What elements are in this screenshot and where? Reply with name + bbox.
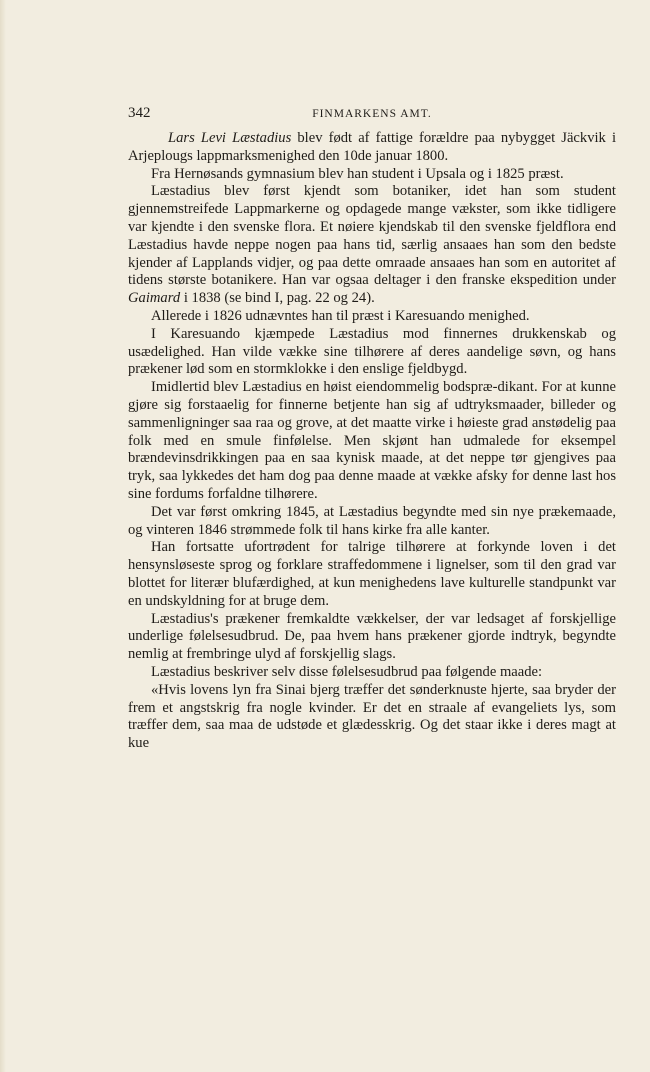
paragraph-5: I Karesuando kjæmpede Læstadius mod finnernes drukkenskab og usædelighed. Han vilde vække sine tilhørere af deres aandelige søvn, og hans prækener lød som en stormklokke i den enslige fjeldbygd.: [128, 325, 616, 378]
page-edge-shadow: [0, 0, 6, 1072]
body-text: [128, 130, 616, 753]
italic-gaimard: Gaimard: [128, 290, 181, 307]
running-head: FINMARKENS AMT.: [312, 108, 432, 120]
paragraph-3: Læstadius blev først kjendt som botaniker, idet han som student gjennemstreifede Lappmarkerne og opdagede mange vækster, som ikke tidligere var kjendte i den svenske flora. Et nøiere kjendskab til den svenske fjeldflora end Læstadius havde neppe nogen paa hans tid, særlig ansaaes han som den bedste kjender af Lapplands vidjer, og paa dette omraade ansaaes han som en autoritet af tidens største botanikere. Han var ogsaa deltager i den franske ekspedition under Gaimard i 1838 (se bind I, pag. 22 og 24).: [128, 183, 616, 307]
paragraph-10: Læstadius beskriver selv disse følelsesudbrud paa følgende maade:: [151, 663, 543, 680]
paragraph-6: Imidlertid blev Læstadius en høist eiendommelig bodspræ-dikant. For at kunne gjøre sig forstaaelig for finnerne betjente han sig af udtryksmaader, billeder og sammenligninger saa raa og grove, at det maatte virke i høieste grad anstødelig paa folk med en smule finfølelse. Men skjønt han udmalede for eksempel brændevinsdrikkingen paa en saa kynisk maade, at det neppe tør gjengives paa tryk, saa lykkedes det ham dog paa denne maade at vække afsky for denne last hos sine fordums forfaldne tilhørere.: [128, 379, 616, 502]
person-name: Lars Levi Læstadius: [168, 130, 292, 146]
paragraph-4: Allerede i 1826 udnævntes han til præst i Karesuando menighed.: [151, 307, 530, 324]
paragraph-8: Han fortsatte ufortrødent for talrige tilhørere at forkynde loven i det hensynsløseste sprog og forklare straffedommene i lignelser, som til den grad var blottet for literær blufærdighed, at kun menighedens lave kulturelle standpunkt var en undskyldning for at bruge dem.: [128, 539, 616, 609]
paragraph-1: Lars Levi Læstadius blev født af fattige forældre paa nybygget Jäckvik i Arjeplougs lappmarksmenighed den 10de januar 1800.: [128, 130, 616, 164]
paragraph-11: «Hvis lovens lyn fra Sinai bjerg træffer det sønderknuste hjerte, saa bryder der frem et angstskrig fra nogle kvinder. Er det en straale af evangeliets lys, som træffer dem, saa maa de udstøde et glædesskrig. Og det staar ikke i deres magt at kue: [128, 681, 616, 752]
paragraph-7: Det var først omkring 1845, at Læstadius begyndte med sin nye prækemaade, og vinteren 1846 strømmede folk til hans kirke fra alle kanter.: [128, 503, 616, 538]
paragraph-9: Læstadius's prækener fremkaldte vækkelser, der var ledsaget af forskjellige underlige følelsesudbrud. De, paa hvem hans prækener gjorde indtryk, begyndte nemlig at frembringe ulyd af forskjellig slags.: [128, 610, 616, 663]
paragraph-2: Fra Hernøsands gymnasium blev han student i Upsala og i 1825 præst.: [151, 165, 564, 182]
page-number: 342: [128, 105, 151, 121]
